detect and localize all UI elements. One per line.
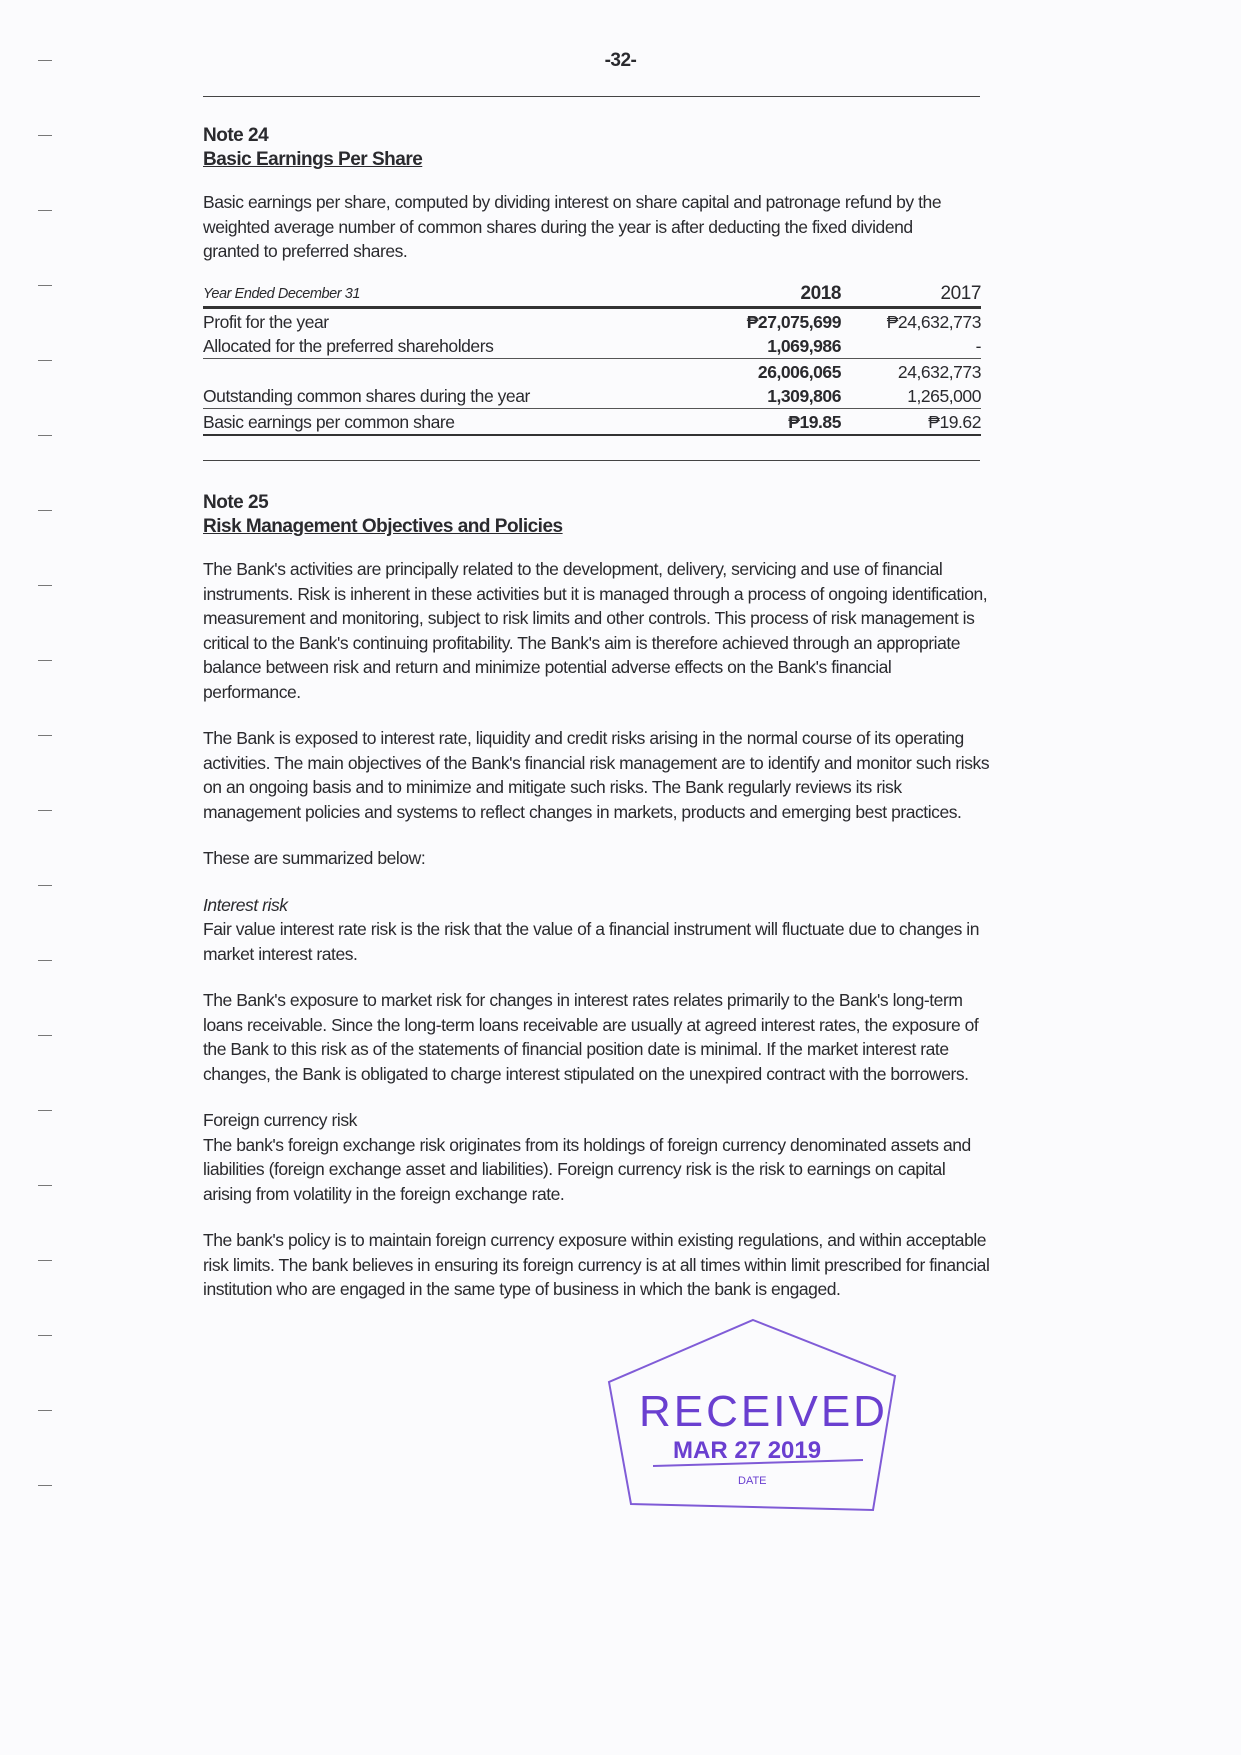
value-2017: 24,632,773	[897, 361, 981, 382]
table-row	[203, 334, 981, 359]
row-label	[203, 359, 701, 384]
scan-mark	[38, 285, 52, 286]
value-2017: ₱19.62	[841, 409, 981, 435]
value-2017: 1,265,000	[841, 384, 981, 409]
value-2018: 26,006,065	[757, 361, 841, 382]
document-body	[203, 124, 993, 1516]
row-label: Basic earnings per common share	[203, 409, 701, 435]
table-header-row	[203, 282, 981, 308]
note-24-number: Note 24	[203, 125, 269, 146]
value-2017: -	[841, 334, 981, 359]
note-25-paragraph-1: The Bank's activities are principally related to the development, delivery, servicing and use of financial instruments. Risk is inherent in these activities but it is managed through a process of ongoing identification, measurement and monitoring, subject to risk limits and other controls. This process of risk management is critical to the Bank's continuing profitability. The Bank's aim is therefore achieved through an appropriate balance between risk and return and minimize potential adverse effects on the Bank's financial performance.	[203, 559, 988, 702]
note-25-title: Risk Management Objectives and Policies	[203, 516, 563, 538]
scan-mark	[38, 1110, 52, 1111]
scan-mark	[38, 1335, 52, 1336]
scan-mark	[38, 735, 52, 736]
scan-mark	[38, 510, 52, 511]
interest-risk-heading: Interest risk	[203, 894, 288, 915]
note-25-number: Note 25	[203, 492, 269, 514]
scan-mark	[38, 885, 52, 886]
stamp-received-text: RECEIVED	[639, 1386, 888, 1436]
scan-mark	[38, 210, 52, 211]
value-2018: ₱19.85	[701, 409, 841, 435]
stamp-date-text: MAR 27 2019	[673, 1436, 822, 1464]
page-number: -32-	[604, 50, 637, 71]
scan-mark	[38, 135, 52, 136]
scan-mark	[38, 585, 52, 586]
header-divider	[203, 96, 980, 97]
note-24-intro: Basic earnings per share, computed by dividing interest on share capital and patronage refund by the weighted average number of common shares during the year is after deducting the fixed dividend granted to preferred shares.	[203, 192, 942, 261]
table-row	[203, 384, 981, 409]
scan-mark	[38, 1410, 52, 1411]
interest-risk-paragraph-1: Fair value interest rate risk is the risk that the value of a financial instrument will fluctuate due to changes in market interest rates.	[203, 919, 980, 964]
table-row	[203, 308, 981, 334]
interest-risk-paragraph-2: The Bank's exposure to market risk for changes in interest rates relates primarily to the Bank's long-term loans receivable. Since the long-term loans receivable are usually at agreed interest rates, the exposure of the Bank to this risk as of the statements of financial position date is minimal. If the market interest rate changes, the Bank is obligated to charge interest stipulated on the unexpired contract with the borrowers.	[203, 990, 979, 1084]
scan-mark	[38, 435, 52, 436]
value-2018: 1,309,806	[701, 384, 841, 409]
value-2017: ₱24,632,773	[886, 311, 981, 332]
received-stamp	[603, 1316, 903, 1516]
scan-mark	[38, 360, 52, 361]
value-2018: 1,069,986	[701, 334, 841, 359]
scan-mark	[38, 1485, 52, 1486]
foreign-currency-risk-paragraph-2: The bank's policy is to maintain foreign currency exposure within existing regulations, and within acceptable risk limits. The bank believes in ensuring its foreign currency is at all times within limit prescribed for financial institution who are engaged in the same type of business in which the bank is engaged.	[203, 1230, 990, 1300]
scan-mark	[38, 660, 52, 661]
note-25-paragraph-3: These are summarized below:	[203, 848, 426, 869]
note-24-title: Basic Earnings Per Share	[203, 149, 423, 170]
row-label: Profit for the year	[203, 311, 329, 332]
table-row	[203, 409, 981, 435]
stamp-date-label: DATE	[738, 1474, 767, 1487]
table-caption: Year Ended December 31	[203, 282, 701, 308]
section-divider	[203, 460, 980, 461]
scan-mark	[38, 1185, 52, 1186]
table-row	[203, 359, 981, 384]
scan-mark	[38, 1035, 52, 1036]
col-2018-header: 2018	[701, 282, 841, 308]
scan-mark	[38, 1260, 52, 1261]
foreign-currency-risk-heading: Foreign currency risk	[203, 1110, 357, 1131]
note-25-paragraph-2: The Bank is exposed to interest rate, liquidity and credit risks arising in the normal course of its operating activities. The main objectives of the Bank's financial risk management are to identify and monitor such risks on an ongoing basis and to minimize and mitigate such risks. The Bank regularly reviews its risk management policies and systems to reflect changes in markets, products and emerging best practices.	[203, 728, 990, 822]
col-2017-header: 2017	[841, 282, 981, 308]
eps-table	[203, 282, 981, 437]
scan-mark	[38, 60, 52, 61]
row-label: Allocated for the preferred shareholders	[203, 334, 701, 359]
foreign-currency-risk-paragraph-1: The bank's foreign exchange risk originates from its holdings of foreign currency denominated assets and liabilities (foreign exchange asset and liabilities). Foreign currency risk is the risk to earnings on capital arising from volatility in the foreign exchange rate.	[203, 1134, 971, 1204]
scan-mark	[38, 810, 52, 811]
scan-mark	[38, 960, 52, 961]
row-label: Outstanding common shares during the year	[203, 384, 701, 409]
value-2018: ₱27,075,699	[746, 311, 841, 332]
